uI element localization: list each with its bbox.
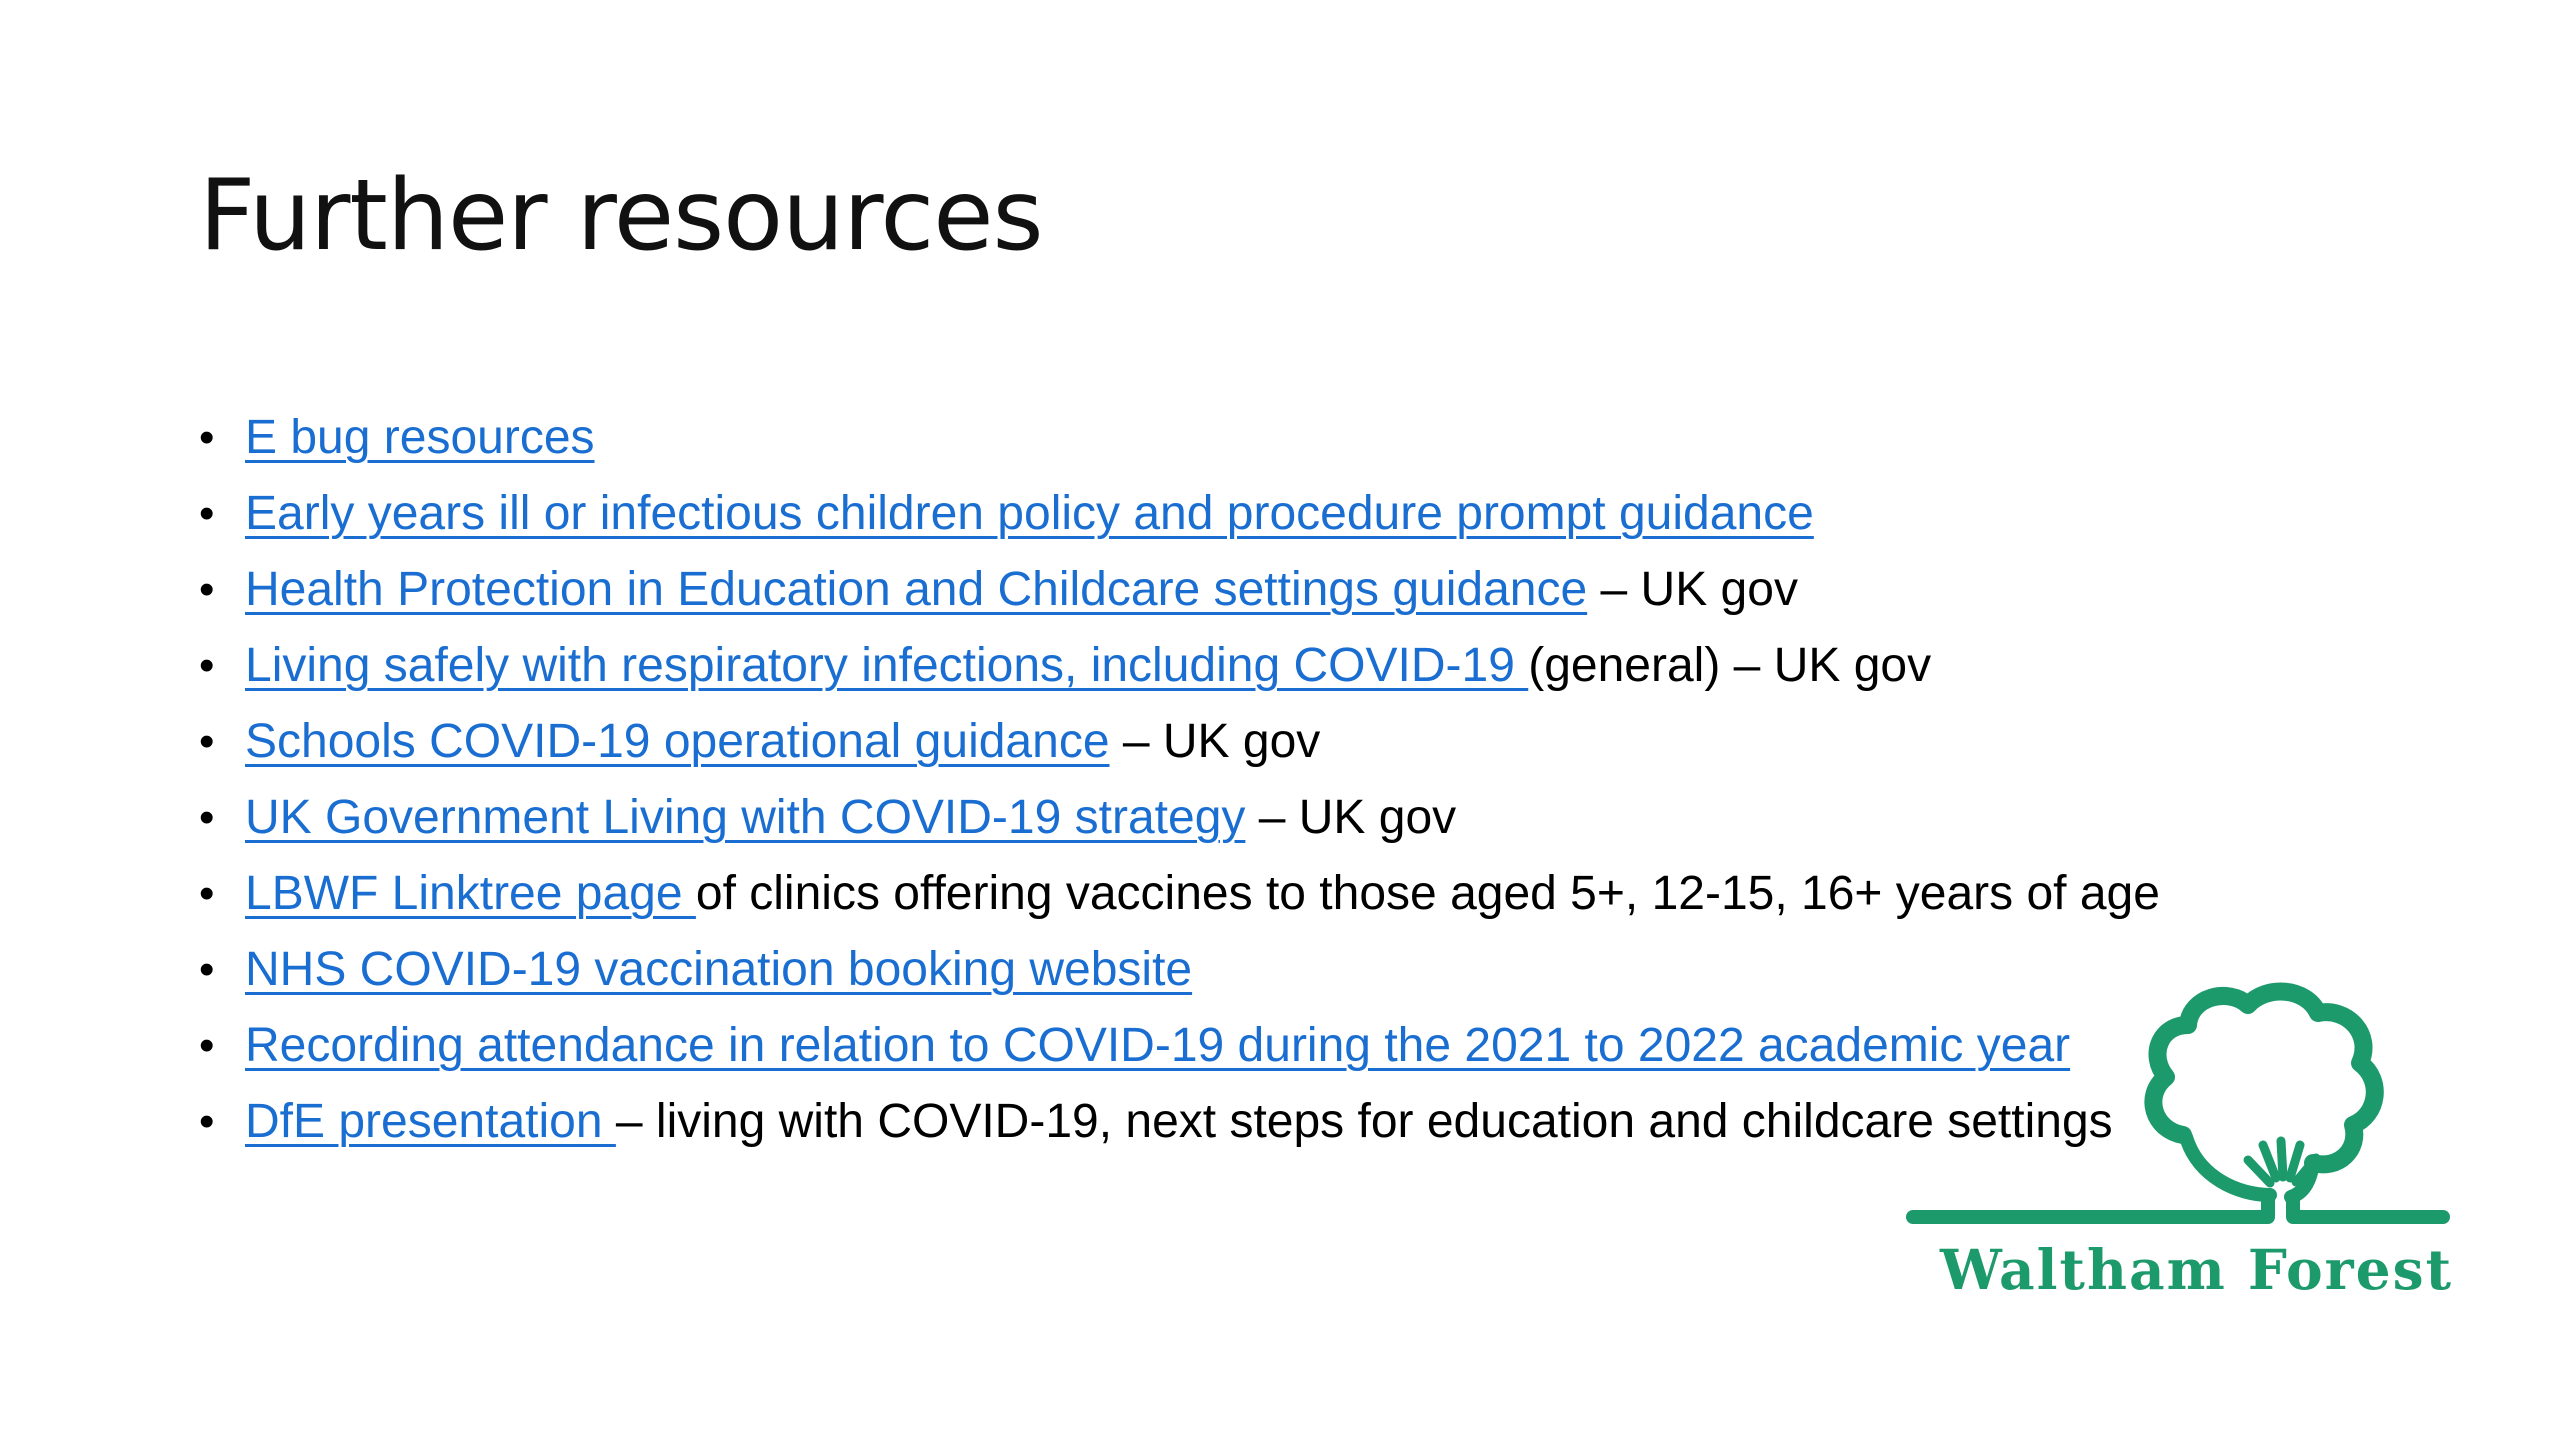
link-dfe-presentation[interactable]: DfE presentation xyxy=(245,1095,616,1148)
link-schools-operational-guidance[interactable]: Schools COVID-19 operational guidance xyxy=(245,715,1110,768)
bullet-icon: • xyxy=(199,413,215,462)
resource-suffix: – living with COVID-19, next steps for education and childcare settings xyxy=(615,1095,2113,1148)
link-early-years-guidance[interactable]: Early years ill or infectious children policy and procedure prompt guidance xyxy=(245,487,1814,540)
bullet-icon: • xyxy=(199,945,215,994)
list-item xyxy=(199,864,2160,940)
list-item xyxy=(199,788,2160,864)
list-item xyxy=(199,560,2160,636)
link-nhs-vaccination-booking[interactable]: NHS COVID-19 vaccination booking website xyxy=(245,943,1193,996)
bullet-icon: • xyxy=(199,1097,215,1146)
resource-list xyxy=(199,408,2160,1168)
bullet-icon: • xyxy=(199,793,215,842)
list-item xyxy=(199,1092,2160,1168)
resource-suffix: – UK gov xyxy=(1587,563,1798,616)
link-living-with-covid-strategy[interactable]: UK Government Living with COVID-19 strategy xyxy=(245,791,1246,844)
list-item xyxy=(199,940,2160,1016)
list-item xyxy=(199,1016,2160,1092)
list-item xyxy=(199,408,2160,484)
resource-suffix: – UK gov xyxy=(1245,791,1457,844)
resource-suffix: (general) – UK gov xyxy=(1528,639,1932,692)
link-e-bug-resources[interactable]: E bug resources xyxy=(245,411,595,464)
resource-suffix: – UK gov xyxy=(1109,715,1321,768)
list-item xyxy=(199,712,2160,788)
logo-text: Waltham Forest xyxy=(1940,1237,2453,1302)
link-living-safely[interactable]: Living safely with respiratory infections, including COVID-19 xyxy=(245,639,1529,692)
link-recording-attendance[interactable]: Recording attendance in relation to COVID-19 during the 2021 to 2022 academic year xyxy=(245,1019,2071,1072)
bullet-icon: • xyxy=(199,641,215,690)
bullet-icon: • xyxy=(199,489,215,538)
bullet-icon: • xyxy=(199,565,215,614)
resource-suffix: of clinics offering vaccines to those aged 5+, 12-15, 16+ years of age xyxy=(695,867,2160,920)
bullet-icon: • xyxy=(199,717,215,766)
bullet-icon: • xyxy=(199,1021,215,1070)
list-item xyxy=(199,484,2160,560)
bullet-icon: • xyxy=(199,869,215,918)
list-item xyxy=(199,636,2160,712)
slide-title: Further resources xyxy=(199,159,1043,273)
link-lbwf-linktree[interactable]: LBWF Linktree page xyxy=(245,867,696,920)
link-health-protection-guidance[interactable]: Health Protection in Education and Childcare settings guidance xyxy=(245,563,1588,616)
